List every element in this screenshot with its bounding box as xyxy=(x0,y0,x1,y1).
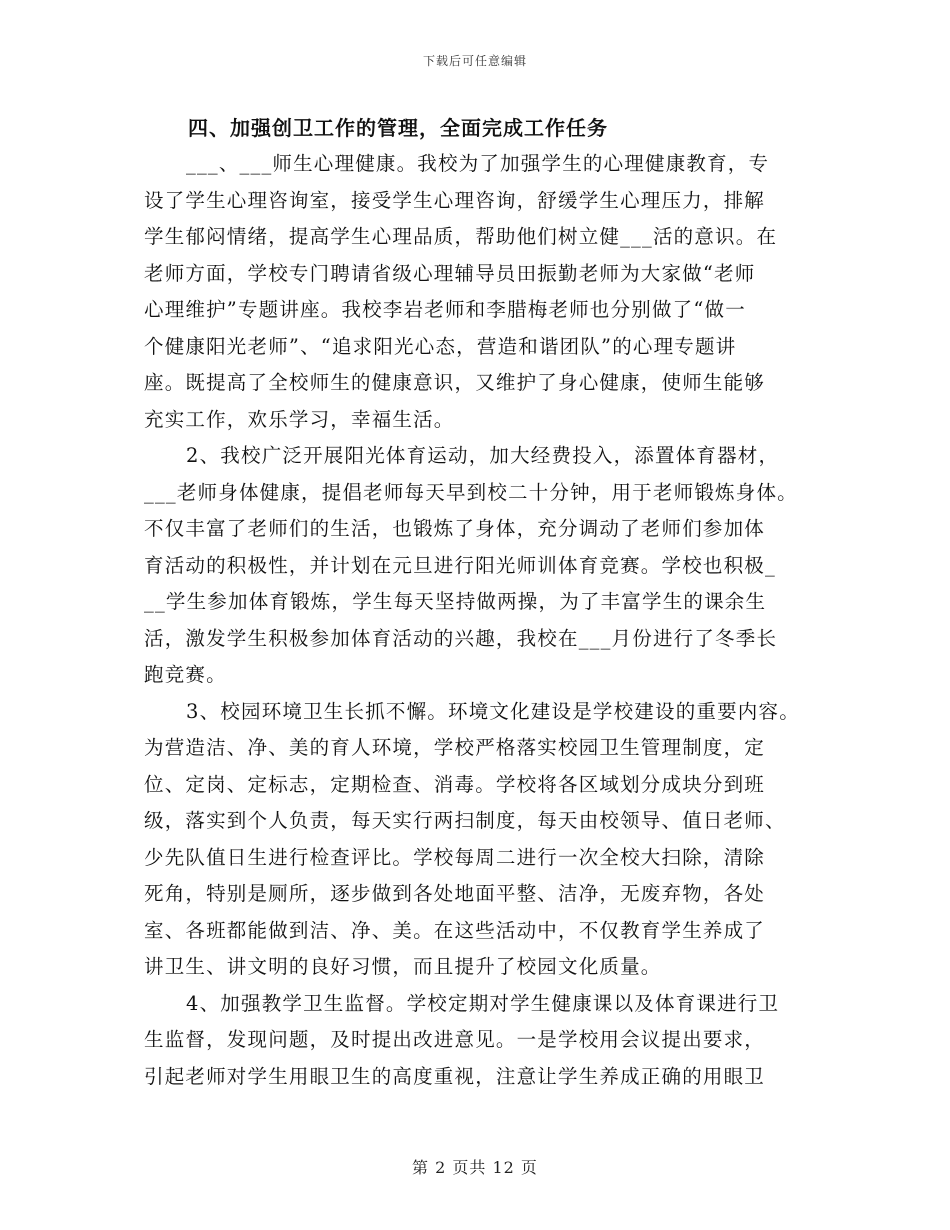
paragraph-line: 引起老师对学生用眼卫生的高度重视，注意让学生养成正确的用眼卫 xyxy=(144,1064,766,1088)
paragraph-line: 为营造洁、净、美的育人环境，学校严格落实校园卫生管理制度，定 xyxy=(144,736,766,759)
paragraph-line: 讲卫生、讲文明的良好习惯，而且提升了校园文化质量。 xyxy=(144,955,662,978)
paragraph-line: 个健康阳光老师”、“追求阳光心态，营造和谐团队”的心理专题讲 xyxy=(144,334,737,358)
page-number: 第 2 页共 12 页 xyxy=(412,1158,538,1177)
paragraph-line: 育活动的积极性，并计划在元旦进行阳光师训体育竞赛。学校也积极_ xyxy=(144,553,776,577)
paragraph-line: __学生参加体育锻炼，学生每天坚持做两操，为了丰富学生的课余生 xyxy=(144,590,767,613)
paragraph-line: 4、加强教学卫生监督。学校定期对学生健康课以及体育课进行卫 xyxy=(186,991,780,1015)
paragraph-line: 跑竞赛。 xyxy=(144,663,227,686)
paragraph-line: 死角，特别是厕所，逐步做到各处地面平整、洁净，无废弃物，各处 xyxy=(144,882,766,905)
paragraph-line: 座。既提高了全校师生的健康意识，又维护了身心健康，使师生能够 xyxy=(144,371,766,394)
paragraph-line: 级，落实到个人负责，每天实行两扫制度，每天由校领导、值日老师、 xyxy=(144,809,786,832)
paragraph-line: 2、我校广泛开展阳光体育运动，加大经费投入，添置体育器材， xyxy=(186,444,780,467)
paragraph-line: 老师方面，学校专门聘请省级心理辅导员田振勤老师为大家做“老师 xyxy=(144,261,756,285)
paragraph-line: 活，激发学生积极参加体育活动的兴趣，我校在___月份进行了冬季长 xyxy=(144,626,778,650)
paragraph-line: 学生郁闷情绪，提高学生心理品质，帮助他们树立健___活的意识。在 xyxy=(144,225,778,248)
paragraph-line: 心理维护”专题讲座。我校李岩老师和李腊梅老师也分别做了“做一 xyxy=(144,298,746,321)
paragraph-line: 3、校园环境卫生长抓不懈。环境文化建设是学校建设的重要内容。 xyxy=(186,699,800,723)
section-title: 四、加强创卫工作的管理，全面完成工作任务 xyxy=(188,116,608,140)
page-header: 下载后可任意编辑 xyxy=(422,54,527,68)
paragraph-line: 室、各班都能做到洁、净、美。在这些活动中，不仅教育学生养成了 xyxy=(144,918,766,942)
paragraph-line: 不仅丰富了老师们的生活，也锻炼了身体，充分调动了老师们参加体 xyxy=(144,517,766,540)
paragraph-line: ___、___师生心理健康。我校为了加强学生的心理健康教育，专 xyxy=(186,152,770,175)
paragraph-line: 充实工作，欢乐学习，幸福生活。 xyxy=(144,407,455,431)
paragraph-line: 设了学生心理咨询室，接受学生心理咨询，舒缓学生心理压力，排解 xyxy=(144,188,766,212)
document-body xyxy=(144,114,844,1095)
paragraph-line: ___老师身体健康，提倡老师每天早到校二十分钟，用于老师锻炼身体。 xyxy=(144,480,798,504)
paragraph-line: 生监督，发现问题，及时提出改进意见。一是学校用会议提出要求， xyxy=(144,1028,766,1051)
paragraph-line: 少先队值日生进行检查评比。学校每周二进行一次全校大扫除，清除 xyxy=(144,845,766,869)
paragraph-line: 位、定岗、定标志，定期检查、消毒。学校将各区域划分成块分到班 xyxy=(144,772,766,796)
